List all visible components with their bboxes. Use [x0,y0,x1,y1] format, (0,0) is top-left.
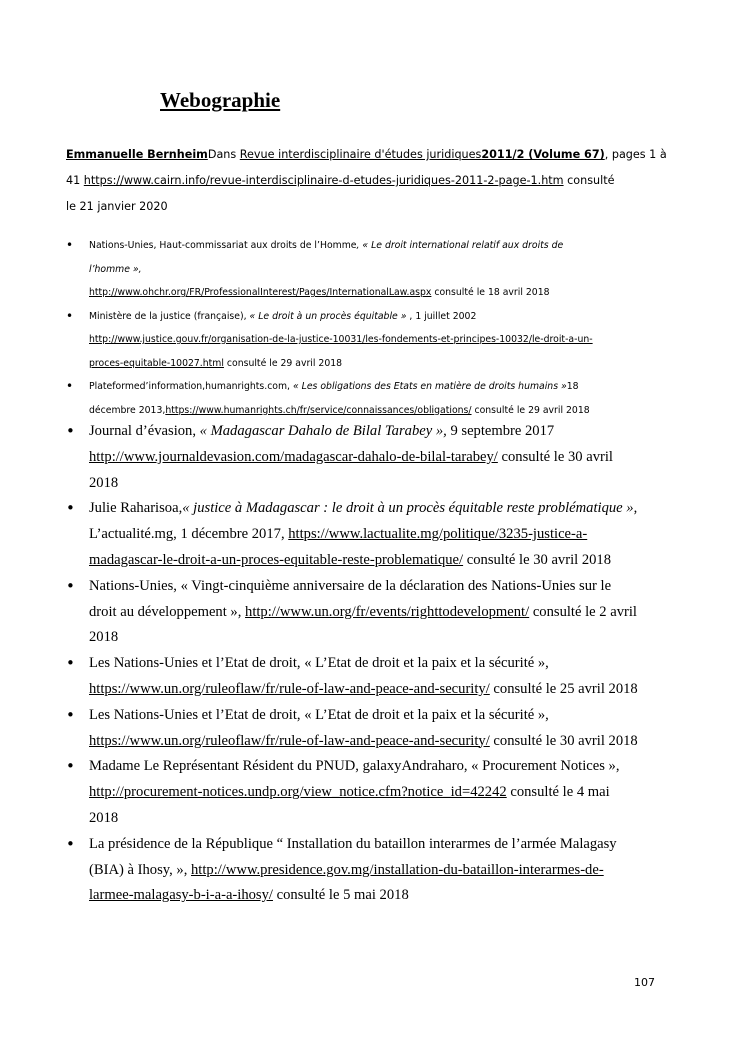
list-item: • Ministère de la justice (française), « Le droit à un procès équitable » , 1 juillet 2002 http://www.justice.gouv.fr/organisation-de-la-justice-10031/les-fondements-et-principes-10032/le-droit-a-un- proces-equitable-10027.html consulté le 29 avril 2018 [66,305,658,376]
list-item: • Julie Raharisoa,« justice à Madagascar : le droit à un procès équitable reste problématique », L’actualité.mg, 1 décembre 2017, https://www.lactualite.mg/politique/3235-justice-a- madagascar-le-droit-a-un-proces-equitable-reste-problematique/ consulté le 30 avril 2018 [66,496,658,573]
ref-link[interactable]: http://www.un.org/fr/events/righttodevelopment/ [245,603,530,620]
ref-link[interactable]: https://www.cairn.info/revue-interdisciplinaire-d-etudes-juridiques-2011-2-page-1.htm [83,174,564,187]
bullet-icon: • [66,499,75,518]
list-item: • Les Nations-Unies et l’Etat de droit, « L’Etat de droit et la paix et la sécurité », https://www.un.org/ruleoflaw/fr/rule-of-law-and-peace-and-security/ consulté le 25 avril 2018 [66,651,658,703]
reference-list-small [66,234,658,422]
reference-list [66,419,658,909]
list-item: • Plateformed’information,humanrights.com, « Les obligations des Etats en matière de droits humains »18 décembre 2013,https://www.humanrights.ch/fr/service/connaissances/obligations/ consulté le 29 avril 2018 [66,375,658,422]
ref-link[interactable]: http://www.justice.gouv.fr/organisation-de-la-justice-10031/les-fondements-et-principes-10032/le-droit-a-un- [89,334,593,345]
list-item: • Les Nations-Unies et l’Etat de droit, « L’Etat de droit et la paix et la sécurité », https://www.un.org/ruleoflaw/fr/rule-of-law-and-peace-and-security/ consulté le 30 avril 2018 [66,703,658,755]
ref-link[interactable]: https://www.un.org/ruleoflaw/fr/rule-of-law-and-peace-and-security/ [89,732,490,749]
ref-link[interactable]: https://www.un.org/ruleoflaw/fr/rule-of-law-and-peace-and-security/ [89,680,490,697]
bullet-icon: • [66,834,75,853]
list-item: • Nations-Unies, « Vingt-cinquième anniversaire de la déclaration des Nations-Unies sur le droit au développement », http://www.un.org/fr/events/righttodevelopment/ consulté le 2 avril 2018 [66,574,658,651]
reference-entry: Emmanuelle BernheimDans Revue interdisciplinaire d'études juridiques2011/2 (Volume 67), pages 1 à 41 https://www.cairn.info/revue-interdisciplinaire-d-etudes-juridiques-2011-2-page-1.htm consulté le 21 janvier 2020 [66,148,667,213]
bullet-icon: • [66,379,74,393]
ref-link[interactable]: http://www.presidence.gov.mg/installation-du-bataillon-interarmes-de- [191,861,604,878]
ref-link[interactable]: http://www.journaldevasion.com/madagascar-dahalo-de-bilal-tarabey/ [89,448,498,465]
ref-link[interactable]: larmee-malagasy-b-i-a-a-ihosy/ [89,887,273,904]
bullet-icon: • [66,654,75,673]
ref-link[interactable]: http://procurement-notices.undp.org/view_notice.cfm?notice_id=42242 [89,784,507,801]
list-item: • Journal d’évasion, « Madagascar Dahalo de Bilal Tarabey », 9 septembre 2017 http://www.journaldevasion.com/madagascar-dahalo-de-bilal-tarabey/ consulté le 30 avril 2018 [66,419,658,496]
ref-author: Emmanuelle Bernheim [66,148,208,161]
ref-link[interactable]: https://www.humanrights.ch/fr/service/connaissances/obligations/ [165,404,472,416]
bullet-icon: • [66,308,74,323]
bullet-icon: • [66,238,74,252]
ref-link[interactable]: madagascar-le-droit-a-un-proces-equitable-reste-problematique/ [89,551,464,568]
bullet-icon: • [66,705,75,724]
ref-journal: Revue interdisciplinaire d'études juridiques [239,148,482,161]
ref-issue: 2011/2 (Volume 67) [481,148,605,161]
list-item: • La présidence de la République “ Installation du bataillon interarmes de l’armée Malagasy (BIA) à Ihosy, », http://www.presidence.gov.mg/installation-du-bataillon-interarmes-de- larmee-malagasy-b-i-a-a-ihosy/ consulté le 5 mai 2018 [66,832,658,909]
bullet-icon: • [66,422,75,440]
list-item: • Madame Le Représentant Résident du PNUD, galaxyAndraharo, « Procurement Notices », http://procurement-notices.undp.org/view_notice.cfm?notice_id=42242 consulté le 4 mai 2018 [66,754,658,831]
list-item: • Nations-Unies, Haut-commissariat aux droits de l’Homme, « Le droit international relatif aux droits de l’homme », http://www.ohchr.org/FR/ProfessionalInterest/Pages/InternationalLaw.aspx consulté le 18 avril 2018 [66,234,658,305]
page-number: 107 [634,976,655,989]
bullet-icon: • [66,576,75,595]
page-title: Webographie [160,88,281,112]
ref-link[interactable]: http://www.ohchr.org/FR/ProfessionalInterest/Pages/InternationalLaw.aspx [89,287,432,298]
ref-link[interactable]: proces-equitable-10027.html [89,357,224,369]
ref-link[interactable]: https://www.lactualite.mg/politique/3235-justice-a- [288,526,588,543]
bullet-icon: • [66,757,75,776]
